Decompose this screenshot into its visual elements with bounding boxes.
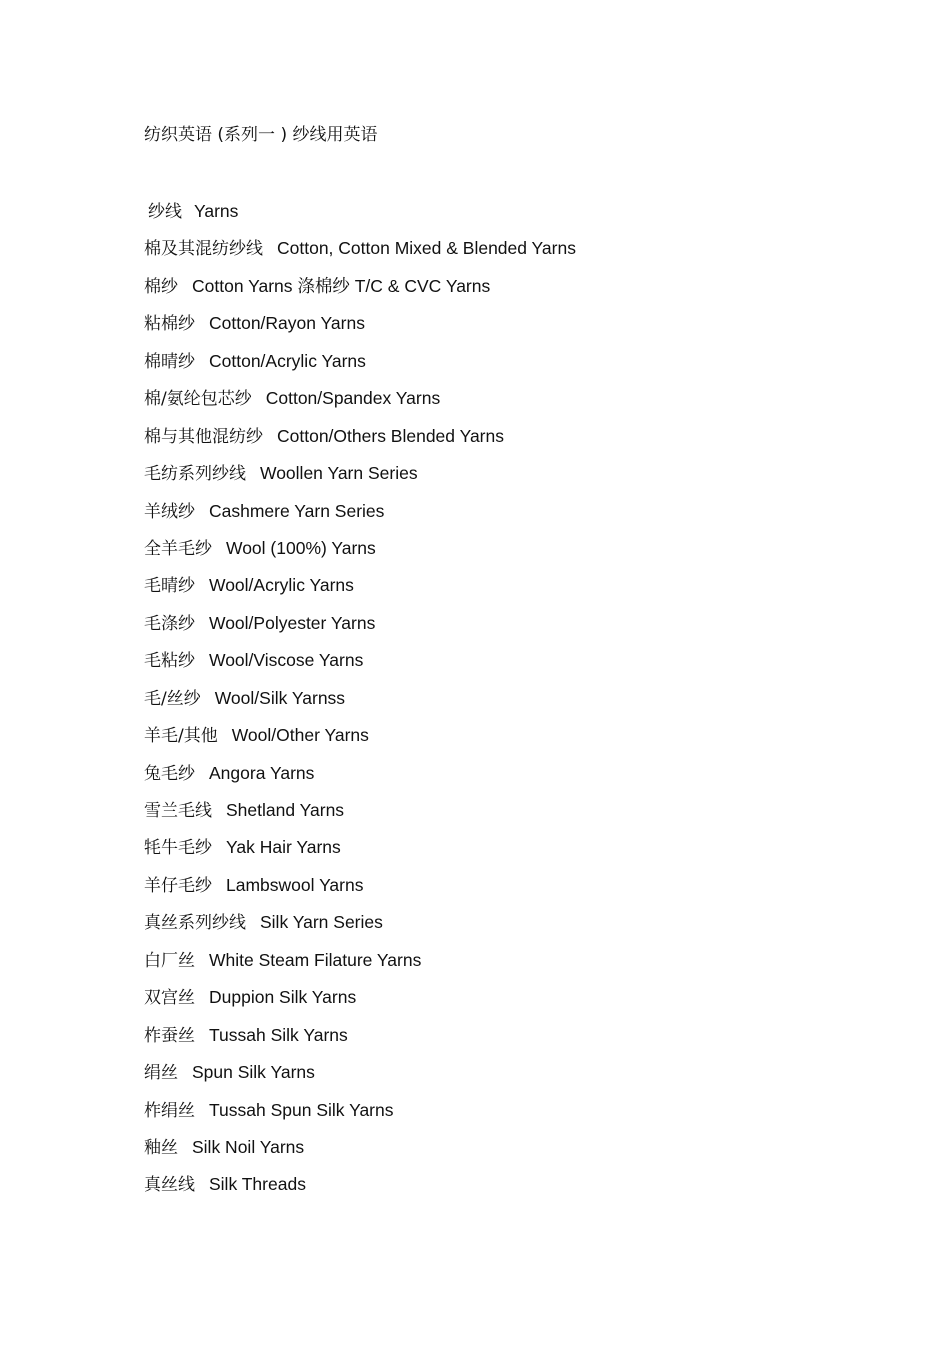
glossary-entry [144,648,576,685]
glossary-entry [144,461,576,498]
english-term: Silk Yarn Series [260,912,383,933]
chinese-term: 纱线 [148,202,182,222]
chinese-term: 毛纺系列纱线 [144,464,246,485]
chinese-term: 真丝线 [144,1175,195,1196]
chinese-term: 棉纱 [144,276,178,297]
glossary-entry [144,948,576,985]
chinese-term: 棉及其混纺纱线 [144,239,263,260]
chinese-term: 绢丝 [144,1063,178,1084]
glossary-entry [144,873,576,910]
glossary-entry [144,723,576,760]
chinese-term: 柞蚕丝 [144,1025,195,1046]
english-term: Cotton/Acrylic Yarns [209,350,366,371]
english-term: Angora Yarns [209,762,315,783]
chinese-term: 双宫丝 [144,988,195,1009]
english-term: Woollen Yarn Series [260,463,418,484]
glossary-entry [144,499,576,536]
glossary-entry [144,424,576,461]
glossary-entry [144,1023,576,1060]
glossary-entry [144,1135,576,1172]
english-term: Wool/Silk Yarnss [214,687,346,708]
chinese-term: 柞绢丝 [144,1100,195,1121]
chinese-term: 全羊毛纱 [144,538,212,559]
english-term: Duppion Silk Yarns [209,987,357,1008]
english-term: Silk Noil Yarns [192,1136,305,1157]
chinese-term: 毛涤纱 [144,613,195,634]
glossary-entry [144,1172,576,1209]
glossary-entry [144,1060,576,1097]
glossary-entry [144,686,576,723]
glossary-entry [144,985,576,1022]
english-term: Wool/Viscose Yarns [209,650,364,671]
glossary-entry [144,910,576,947]
document-title: 纺织英语 (系列一 ) 纱线用英语 [144,125,378,145]
chinese-term: 釉丝 [144,1137,178,1158]
glossary-entry [144,761,576,798]
glossary-entry [144,1098,576,1135]
glossary-entry [144,236,576,273]
glossary-entry [144,611,576,648]
english-term: Tussah Silk Yarns [209,1024,348,1045]
english-term: Silk Threads [209,1174,306,1195]
chinese-term: 雪兰毛线 [144,801,212,821]
chinese-term: 牦牛毛纱 [144,838,212,859]
chinese-term: 真丝系列纱线 [144,913,246,934]
english-term: White Steam Filature Yarns [209,949,422,970]
english-term: Shetland Yarns [226,800,345,820]
english-term: Cotton Yarns 涤棉纱 T/C & CVC Yarns [192,275,491,296]
chinese-term: 棉晴纱 [144,351,195,372]
glossary-list [144,199,576,1210]
english-term: Wool/Acrylic Yarns [209,575,354,596]
chinese-term: 羊仔毛纱 [144,875,212,896]
chinese-term: 粘棉纱 [144,314,195,335]
chinese-term: 白厂丝 [144,950,195,971]
english-term: Lambswool Yarns [226,874,364,895]
glossary-entry [144,311,576,348]
glossary-entry [144,274,576,311]
english-term: Spun Silk Yarns [192,1062,315,1083]
english-term: Wool/Polyester Yarns [209,612,376,633]
chinese-term: 兔毛纱 [144,763,195,784]
glossary-entry [144,573,576,610]
english-term: Cashmere Yarn Series [209,500,385,521]
chinese-term: 棉与其他混纺纱 [144,426,263,447]
english-term: Cotton/Rayon Yarns [209,313,365,334]
english-term: Wool (100%) Yarns [226,537,376,558]
glossary-entry [144,536,576,573]
glossary-entry [144,349,576,386]
glossary-entry [144,798,576,835]
glossary-entry [144,386,576,423]
english-term: Wool/Other Yarns [231,725,369,746]
english-term: Tussah Spun Silk Yarns [209,1099,394,1120]
glossary-entry [144,199,576,236]
chinese-term: 羊绒纱 [144,501,195,522]
chinese-term: 毛粘纱 [144,651,195,672]
english-term: Yak Hair Yarns [226,837,341,858]
english-term: Yarns [194,201,239,221]
glossary-entry [144,835,576,872]
chinese-term: 棉/氨纶包芯纱 [144,389,252,410]
english-term: Cotton, Cotton Mixed & Blended Yarns [277,238,576,259]
english-term: Cotton/Others Blended Yarns [277,425,504,446]
chinese-term: 毛/丝纱 [144,688,201,709]
english-term: Cotton/Spandex Yarns [265,388,441,409]
chinese-term: 羊毛/其他 [144,726,218,747]
chinese-term: 毛晴纱 [144,576,195,597]
